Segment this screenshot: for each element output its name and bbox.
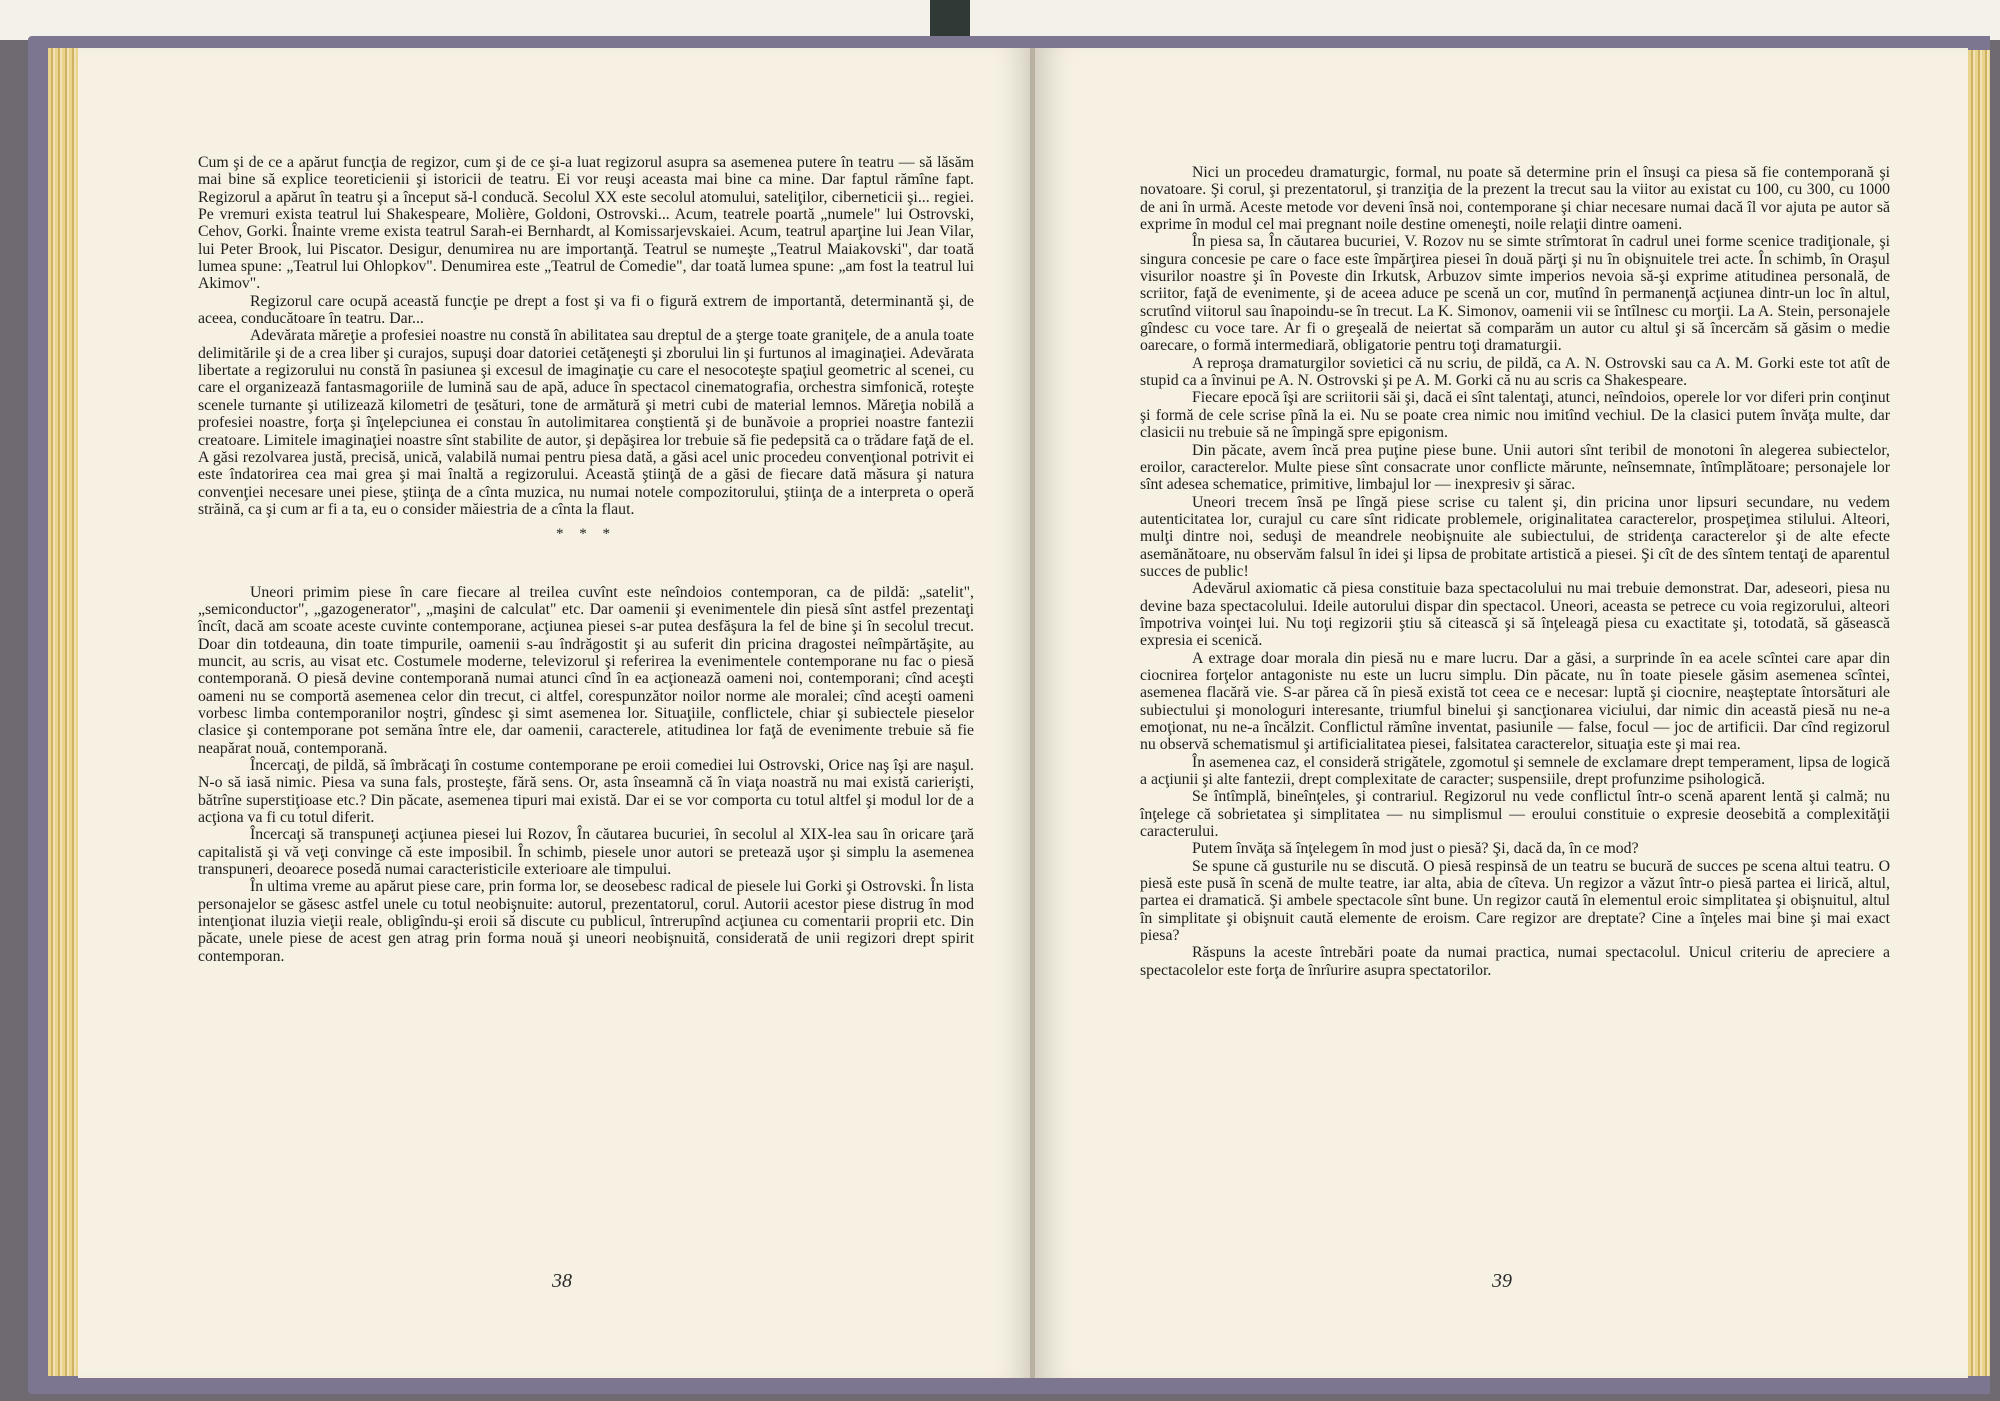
left-page — [78, 48, 1033, 1378]
paragraph: Nici un procedeu dramaturgic, formal, nu poate să determine prin el însuşi ca piesa să fie contemporană şi novatoare. Şi corul, şi prezentatorul, şi tranziţia de la prezent la trecut sau la viitor au existat cu 100, cu 300, cu 1000 de ani în urmă. Aceste metode vor deveni însă noi, contemporane şi chiar necesare numai dacă îl vor ajuta pe autor să exprime în modul cel mai pregnant noile destine omeneşti, noile relaţii dintre oameni. — [1140, 164, 1890, 234]
right-page-text — [1140, 164, 1890, 979]
paragraph: Se spune că gusturile nu se discută. O piesă respinsă de un teatru se bucură de succes pe scena altui teatru. O piesă este pusă în scenă de multe teatre, iar alta, abia de cîteva. Un regizor a văzut într-o piesă partea ei lirică, altul, partea ei dramatică. Şi ambele spectacole sînt bune. Un regizor caută în elementul eroic simplitatea şi obişnuitul, altul în simplitate şi obişnuit caută elemente de eroism. Care regizor are dreptate? Cine a înţeles mai bine şi mai exact piesa? — [1140, 857, 1890, 945]
background-gap — [930, 0, 970, 40]
paragraph: Încercaţi să transpuneţi acţiunea piesei lui Rozov, În căutarea bucuriei, în secolul al XIX-lea sau în oricare ţară capitalistă şi vă veţi convinge că este imposibil. În schimb, piesele unor autori se pretează uşor şi simplu la asemenea transpuneri, deoarece posedă numai caracteristicile exterioare ale timpului. — [198, 826, 974, 879]
paragraph: În piesa sa, În căutarea bucuriei, V. Rozov nu se simte strîmtorat în cadrul unei forme scenice tradiţionale, şi singura concesie pe care o face este împărţirea piesei în două părţi şi nu în obişnuitele trei acte. În schimb, în Oraşul visurilor noastre şi în Poveste din Irkutsk, Arbuzov simte imperios nevoia să-şi exprime atitudinea personală, de scriitor, faţă de evenimente, şi de aceea aduce pe scenă un cor, mutînd în permanenţă acţiunea dintr-un loc în altul, scrutînd viitorul sau înapoindu-se în trecut. La K. Simonov, oamenii vii se întîlnesc cu morţii. La A. Stein, personajele gîndesc cu voce tare. Ar fi o greşeală de neiertat să comparăm un autor cu altul şi să încercăm să găsim o medie oarecare, o formă intermediară, obligatorie pentru toţi dramaturgii. — [1140, 233, 1890, 355]
page-number: 38 — [552, 1270, 572, 1292]
page-number: 39 — [1492, 1270, 1512, 1292]
paragraph: În ultima vreme au apărut piese care, prin forma lor, se deosebesc radical de piesele lui Gorki şi Ostrovski. În lista personajelor se găsesc astfel unele cu totul neobişnuite: autorul, prezentatorul, corul. Autorii acestor piese distrug în mod intenţionat iluzia vieţii reale, obligîndu-şi eroii să discute cu publicul, întrerupînd acţiunea cu comentarii proprii etc. Din păcate, unele piese de acest gen atrag prin forma nouă şi uneori neobişnuită, considerată de unii regizori drept spirit contemporan. — [198, 878, 974, 965]
page-edges-left — [48, 48, 78, 1376]
right-page — [1035, 48, 1968, 1378]
paragraph: Răspuns la aceste întrebări poate da numai practica, numai spectacolul. Unicul criteriu de apreciere a spectacolelor este forţa de înrîurire asupra spectatorilor. — [1140, 944, 1890, 979]
paragraph: Încercaţi, de pildă, să îmbrăcaţi în costume contemporane pe eroii comediei lui Ostrovski, Orice naş îşi are naşul. N-o să iasă nimic. Piesa va suna fals, prosteşte, fără sens. Or, asta înseamnă că în viaţa noastră nu mai există carierişti, bătrîne superstiţioase etc.? Din păcate, asemenea tipuri mai există. Dar ei se vor comporta cu totul altfel şi modul lor de a acţiona va fi cu totul diferit. — [198, 757, 974, 827]
left-page-text — [198, 154, 974, 965]
paragraph: Adevărul axiomatic că piesa constituie baza spectacolului nu mai trebuie demonstrat. Dar, adeseori, piesa nu devine baza spectacolului. Ideile autorului dispar din spectacol. Uneori, aceasta se petrece cu voia regizorului, alteori împotriva voinţei lui. Nu toţi regizorii ştiu să citească şi să înţeleagă piesa cu exactitate şi, totodată, să găsească expresia ei scenică. — [1140, 580, 1890, 650]
paragraph: A extrage doar morala din piesă nu e mare lucru. Dar a găsi, a surprinde în ea acele scîntei care apar din ciocnirea forţelor antagoniste nu este un lucru simplu. Din păcate, nu în toate piesele găsim asemenea scîntei, asemenea flacără vie. S-ar părea că în piesă există tot ceea ce e necesar: luptă şi ciocnire, neaşteptate întorsături ale subiectului şi monologuri interesante, triumful binelui şi sancţionarea viciului, dar nimic din această piesă nu ne-a emoţionat, nu ne-a încălzit. Conflictul rămîne inventat, pasiunile — false, focul — joc de artificii. Dar cînd regizorul nu observă schematismul şi artificialitatea piesei, falsitatea caracterelor, situaţia este şi mai rea. — [1140, 649, 1890, 754]
section-separator: * * * — [556, 526, 616, 543]
paragraph: A reproşa dramaturgilor sovietici că nu scriu, de pildă, ca A. N. Ostrovski sau ca A. M. Gorki este tot atît de stupid ca a învinui pe A. N. Ostrovski şi pe A. M. Gorki că nu au scris ca Shakespeare. — [1140, 354, 1890, 390]
paragraph: Uneori trecem însă pe lîngă piese scrise cu talent şi, din pricina unor lipsuri secundare, nu vedem autenticitatea lor, curajul cu care sînt ridicate problemele, originalitatea caracterelor, prospeţimea stilului. Alteori, mulţi dintre noi, seduşi de meandrele neobişnuite ale subiectului, de stridenţa caracterelor şi de alte efecte asemănătoare, nu observăm falsul în idei şi lipsa de probitate artistică a piesei. Şi cît de des sîntem tentaţi de aparentul succes de public! — [1140, 493, 1890, 580]
paragraph: Cum şi de ce a apărut funcţia de regizor, cum şi de ce şi-a luat regizorul asupra sa asemenea putere în teatru — să lăsăm mai bine să explice teoreticienii şi istoricii de teatru. Ei vor reuşi aceasta mai bine ca mine. Dar faptul rămîne fapt. Regizorul a apărut în teatru şi a început să-l conducă. Secolul XX este secolul atomului, sateliţilor, ciberneticii şi... regiei. Pe vremuri exista teatrul lui Shakespeare, Molière, Goldoni, Ostrovski... Acum, teatrele poartă „numele" lui Ostrovski, Cehov, Gorki. Înainte vreme exista teatrul Sarah-ei Bernhardt, al Komissarjevskaiei. Acum, teatrul aparţine lui Jean Vilar, lui Peter Brook, lui Piscator. Desigur, denumirea nu are importanţă. Teatrul se numeşte „Teatrul Maiakovski", dar toată lumea spune: „Teatrul lui Ohlopkov". Denumirea este „Teatrul de Comedie", dar toată lumea spune: „am fost la teatrul lui Akimov". — [198, 154, 974, 293]
paragraph: Din păcate, avem încă prea puţine piese bune. Unii autori sînt teribil de monotoni în alegerea subiectelor, eroilor, caracterelor. Multe piese sînt consacrate unor conflicte mărunte, neînsemnate, întîmplătoare; personajele lor sînt adesea schematice, primitive, limbajul lor — inexpresiv şi sărac. — [1140, 441, 1890, 494]
paragraph: Regizorul care ocupă această funcţie pe drept a fost şi va fi o figură extrem de importantă, determinantă şi, de aceea, conducătoare în teatru. Dar... — [198, 292, 974, 328]
paragraph: Uneori primim piese în care fiecare al treilea cuvînt este neîndoios contemporan, ca de pildă: „satelit", „semiconductor", „gazogenerator", „maşini de calculat" etc. Dar oamenii şi evenimentele din piesă sînt astfel prezentaţi încît, dacă am scoate aceste cuvinte contemporane, acţiunea piesei s-ar putea desfăşura la fel de bine şi în secolul trecut. Doar din totdeauna, din toate timpurile, oamenii s-au îndrăgostit şi au suferit din pricina dragostei neîmpărtăşite, au muncit, au scris, au visat etc. Costumele moderne, televizorul şi referirea la evenimentele contemporane nu fac o piesă contemporană. O piesă devine contemporană numai atunci cînd în ea acţionează oameni noi, contemporani; cînd aceşti oameni nu se comportă asemenea celor din trecut, ci altfel, corespunzător noilor norme ale moralei; cînd aceşti oameni vorbesc limba contemporanilor noştri, gîndesc şi simt asemenea lor. Situaţiile, conflictele, chiar şi subiectele pieselor clasice şi contemporane pot semăna între ele, dar oamenii, caracterele, atitudinea lor faţă de evenimente trebuie să fie neapărat nouă, contemporană. — [198, 583, 974, 757]
paragraph: Fiecare epocă îşi are scriitorii săi şi, dacă ei sînt talentaţi, atunci, neîndoios, operele lor vor diferi prin conţinut şi formă de cele scrise pînă la ei. Nu se poate crea nimic nou imitînd vechiul. De la clasici putem învăţa multe, dar clasicii nu trebuie să ne împingă spre epigonism. — [1140, 389, 1890, 442]
paragraph: Se întîmplă, bineînţeles, şi contrariul. Regizorul nu vede conflictul într-o scenă aparent lentă şi calmă; nu înţelege că sobrietatea şi simplitatea — nu simplismul — eroului constituie o expresie deosebită a complexităţii caracterului. — [1140, 788, 1890, 841]
page-edges-right — [1968, 50, 1990, 1376]
background-strip — [0, 0, 2000, 40]
paragraph: Putem învăţa să înţelegem în mod just o piesă? Şi, dacă da, în ce mod? — [1192, 840, 1639, 858]
paragraph: Adevărata măreţie a profesiei noastre nu constă în abilitatea sau dreptul de a şterge toate graniţele, de a anula toate delimitările şi de a crea liber şi curajos, supuşi doar datoriei cetăţeneşti şi zborului lin şi furtunos al imaginaţiei. Adevărata libertate a regizorului nu constă în pasiunea şi excesul de imaginaţie cu care el nesocoteşte spaţiul geometric al scenei, cu care el organizează fantasmagoriile de lumină sau de apă, aduce în spectacol cinematografia, orchestra simfonică, roteşte scenele turnante şi utilizează kilometri de ţesături, tone de armătură şi metri cubi de material lemnos. Măreţia nobilă a profesiei noastre, forţa şi înţelepciunea ei constau în autolimitarea conştientă şi de bunăvoie a propriei noastre fantezii creatoare. Limitele imaginaţiei noastre sînt stabilite de autor, şi depăşirea lor trebuie să fie pedepsită ca o trădare faţă de el. A găsi rezolvarea justă, precisă, unică, valabilă numai pentru piesa dată, a găsi acel unic procedeu convenţional potrivit ei este îndatorirea cea mai grea şi mai înaltă a regizorului. Această ştiinţă de a găsi de fiecare dată măsura şi natura convenţiei necesare unei piese, ştiinţa de a cînta muzica, nu numai notele compozitorului, ştiinţa de a interpreta o operă străină, ca şi cum ar fi a ta, eu o consider măiestria de a cînta la flaut. — [198, 327, 974, 518]
paragraph: În asemenea caz, el consideră strigătele, zgomotul şi semnele de exclamare drept temperament, lipsa de logică a acţiunii şi alte fantezii, drept complexitate de caracter; suspensiile, drept profunzime psihologică. — [1140, 753, 1890, 789]
